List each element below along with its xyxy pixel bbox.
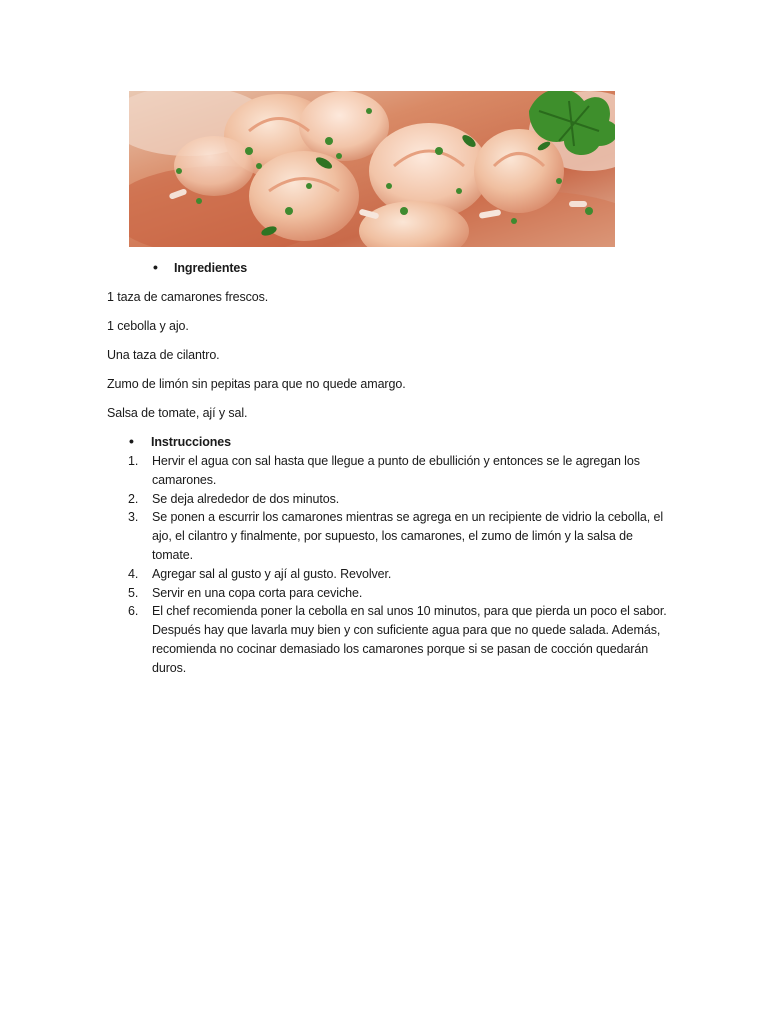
shrimp-ceviche-photo — [129, 91, 615, 247]
step-number: 4. — [128, 566, 139, 581]
step-text: Servir en una copa corta para ceviche. — [152, 585, 363, 600]
instruction-step — [107, 565, 667, 584]
step-text: Se deja alrededor de dos minutos. — [152, 491, 340, 506]
step-number: 3. — [128, 510, 139, 525]
step-number: 6. — [128, 604, 139, 619]
step-number: 1. — [128, 454, 139, 468]
ingredient-item: 1 taza de camarones frescos. — [107, 290, 269, 304]
instruction-steps-list — [107, 452, 667, 678]
instruction-step — [107, 490, 667, 509]
bullet-icon: • — [153, 259, 158, 275]
step-text: Hervir el agua con sal hasta que llegue a punto de ebullición y entonces se le agregan los camarones. — [152, 454, 640, 487]
ingredient-item: Una taza de cilantro. — [107, 348, 220, 362]
instruction-step — [107, 452, 667, 490]
bullet-icon: • — [129, 433, 134, 449]
instruction-step — [107, 584, 667, 603]
step-text: Se ponen a escurrir los camarones mientras se agrega en un recipiente de vidrio la cebolla, el ajo, el cilantro y finalmente, por supuesto, los camarones, el zumo de limón y la salsa de tomate. — [152, 510, 664, 562]
step-text: El chef recomienda poner la cebolla en sal unos 10 minutos, para que pierda un poco el sabor. Después hay que lavarla muy bien y con suficiente agua para que no quede salada. Además, recomienda no cocinar demasiado los camarones porque si se pasan de cocción quedarán duros. — [152, 604, 667, 675]
instruction-step — [107, 508, 667, 564]
step-number: 2. — [128, 491, 139, 506]
step-text: Agregar sal al gusto y ají al gusto. Revolver. — [152, 566, 392, 581]
step-number: 5. — [128, 585, 139, 600]
ingredients-heading: Ingredientes — [174, 261, 248, 275]
instruction-step — [107, 602, 667, 677]
instructions-heading: Instrucciones — [151, 435, 231, 449]
ingredient-item: Salsa de tomate, ají y sal. — [107, 406, 248, 420]
ingredient-item: Zumo de limón sin pepitas para que no quede amargo. — [107, 377, 406, 391]
ingredient-item: 1 cebolla y ajo. — [107, 319, 189, 333]
